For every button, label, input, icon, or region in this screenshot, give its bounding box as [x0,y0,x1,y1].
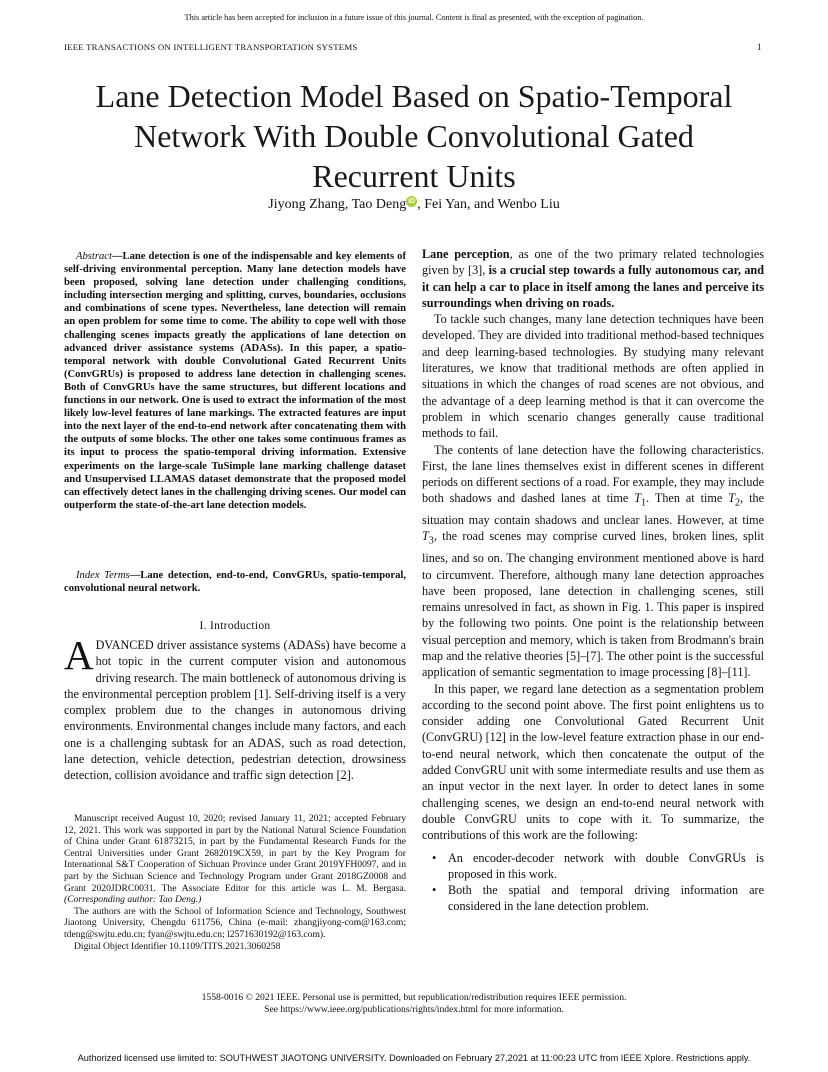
list-item [422,850,764,883]
right-paragraph-3 [422,442,764,681]
authors-part-2: , Fei Yan, and Wenbo Liu [417,197,560,212]
p1-text: , as one of the two primary related technologies given by [3], [422,247,764,278]
license-footer: Authorized licensed use limited to: SOUTHWEST JIAOTONG UNIVERSITY. Downloaded on February 27,2021 at 11:00:23 UTC from IEEE Xplore. Restrictions apply. [77,1053,751,1063]
footnote-doi: Digital Object Identifier 10.1109/TITS.2021.3060258 [74,940,281,952]
index-terms-label: Index Terms [76,570,130,581]
intro-paragraph [64,632,406,784]
author-list [0,196,828,213]
abstract-text: Lane detection is one of the indispensable and key elements of self-driving environmental perception. Many lane detection models have been proposed, solving lane detection under challenging conditions, including intersection merging and splitting, curves, boundaries, occlusions and combinations of scene types. Nevertheless, lane detection will remain an open problem for some time to come. The ability to cope well with those challenging scenes impacts greatly the applications of lane detection on advanced driver assistance systems (ADASs). In this paper, a spatio-temporal network with double Convolutional Gated Recurrent Units (ConvGRUs) is proposed to address lane detection in challenging scenes. Both of ConvGRUs have the same structures, but different locations and functions in our network. One is used to extract the information of the most likely low-level features of lane markings. The extracted features are input into the next layer of the end-to-end network after concatenating them with the outputs of some blocks. The other one takes some continuous frames as its input to process the spatio-temporal driving information. Extensive experiments on the large-scale TuSimple lane marking challenge dataset and Unsupervised LLAMAS dataset demonstrate that the proposed model can effectively detect lanes in the challenging driving scenes. Our model can outperform the state-of-the-art lane detection models. [64,251,406,511]
index-terms-dash: — [129,570,141,581]
p3-text-d: , the road scenes may comprise curved lines, broken lines, split lines, and so on. The changing environment mentioned above is hard to circumvent. Therefore, although many lane detection approaches have been proposed, lane detection in challenging scenes, still remains unresolved in fact, as shown in Fig. 1. This paper is inspired by the following two points. One point is the relationship between visual perception and memory, which is taken from Brodmann's brain map and the relative theories [5]–[7]. The other point is the successful application of semantic segmentation to image processing [8]–[11]. [422,529,764,680]
abstract [64,250,406,512]
time-var-3: T [422,529,429,544]
drop-cap: A [64,632,94,678]
index-terms-text: Lane detection, end-to-end, ConvGRUs, spatio-temporal, convolutional neural network. [64,570,406,595]
time-sub-2: 2 [735,497,741,509]
abstract-label: Abstract [76,251,112,262]
acceptance-note: This article has been accepted for inclusion in a future issue of this journal. Content is final as presented, with the exception of pagination. [184,13,644,22]
footnotes [64,813,406,952]
index-terms [64,569,406,595]
footnote-funding: Manuscript received August 10, 2020; revised January 11, 2021; accepted February 12, 2021. This work was supported in part by the National Natural Science Foundation of China under Grant 61873215, in part by the Fundamental Research Funds for the Central Universities under Grant 2682019CX59, in part by the Key Program for International S&T Cooperation of Sichuan Province under Grant 2019YFH0097, and in part by the Sichuan Science and Technology Program under Grant 2018GZ0008 and Grant 2020JDRC0031. The Associate Editor for this article was L. M. Bergasa. [64,813,406,894]
time-sub-3: 3 [428,535,434,547]
right-paragraph-1 [422,246,764,311]
bold-lane-perception: Lane perception [422,247,510,261]
abstract-dash: — [111,251,123,262]
page-number: 1 [757,42,762,52]
time-sub-1: 1 [641,497,647,509]
copyright-line-2[interactable]: See https://www.ieee.org/publications/rights/index.html for more information. [264,1004,564,1015]
paper-title: Lane Detection Model Based on Spatio-Temporal Network With Double Convolutional Gated Recurrent Units [95,78,733,194]
contributions-list [422,850,764,915]
time-var-2: T [728,491,736,506]
list-item [422,882,764,915]
orcid-icon[interactable]: iD [408,198,416,205]
bold-crucial-step: is a crucial step towards a fully autonomous car, and it can help a car to place in itself among the lanes and perceive its surroundings when driving on roads. [422,263,764,310]
authors-part-1: Jiyong Zhang, Tao Deng [268,197,407,212]
journal-name: IEEE TRANSACTIONS ON INTELLIGENT TRANSPORTATION SYSTEMS [64,42,358,52]
right-paragraph-2: To tackle such changes, many lane detection techniques have been developed. They are divided into traditional method-based techniques and deep learning-based technologies. By studying many relevant literatures, we know that traditional methods are often applied in situations in which the changes of road scenes are not obvious, and the advantage of a deep learning method is that it can overcome the problem in which scenario changes generally cause traditional methods to fail. [422,312,764,441]
contribution-1: An encoder-decoder network with double ConvGRUs is proposed in this work. [448,850,764,881]
section-heading: I. Introduction [199,620,271,632]
p3-text-c: , the situation may contain shadows and unclear lanes. However, at time [422,491,764,528]
intro-text: DVANCED driver assistance systems (ADASs) have become a hot topic in the current computer vision and autonomous driving research. The main bottleneck of autonomous driving is the environmental perception problem [1]. Self-driving itself is a very complex problem due to the changes in autonomous driving environments. Environmental changes include many factors, and each one is a challenging subtask for an ADAS, such as road detection, lane detection, vehicle detection, pedestrian detection, drowsiness detection, collision avoidance and traffic sign detection [2]. [64,638,406,783]
bullet-icon: • [432,883,437,898]
right-column-body [422,246,764,915]
contribution-2: Both the spatial and temporal driving information are considered in the lane detection problem. [448,883,764,914]
footnote-manuscript [64,813,406,906]
time-var-1: T [634,491,642,506]
p3-text-b: . Then at time [646,491,729,506]
footnote-affiliation: The authors are with the School of Information Science and Technology, Southwest Jiaotong University, Chengdu 611756, China (e-mail: zhangjiyong-com@163.com; tdeng@swjtu.edu.cn; fyan@swjtu.edu.cn; l2571630192@163.com). [64,905,406,940]
copyright-notice [0,992,828,1016]
corresponding-author: (Corresponding author: Tao Deng.) [64,894,202,906]
copyright-line-1: 1558-0016 © 2021 IEEE. Personal use is permitted, but republication/redistribution requires IEEE permission. [201,992,627,1003]
right-paragraph-4: In this paper, we regard lane detection as a segmentation problem according to the second point above. The first point enlightens us to consider adding one Convolutional Gated Recurrent Unit (ConvGRU) [12] in the low-level feature extraction phase in our end-to-end neural network, which then concatenate the output of the added ConvGRU unit with some intermediate results and use them as an input vector in the next layer. In order to detect lanes in some challenging scenes, we design an end-to-end neural network with double ConvGRU units to cope with it. To summarize, the contributions of this work are the following: [422,681,764,843]
p3-text-a: The contents of lane detection have the following characteristics. First, the lane lines themselves exist in different scenes in different periods on different sections of a road. For example, they may include both shadows and dashed lanes at time [422,442,764,506]
bullet-icon: • [432,850,437,865]
